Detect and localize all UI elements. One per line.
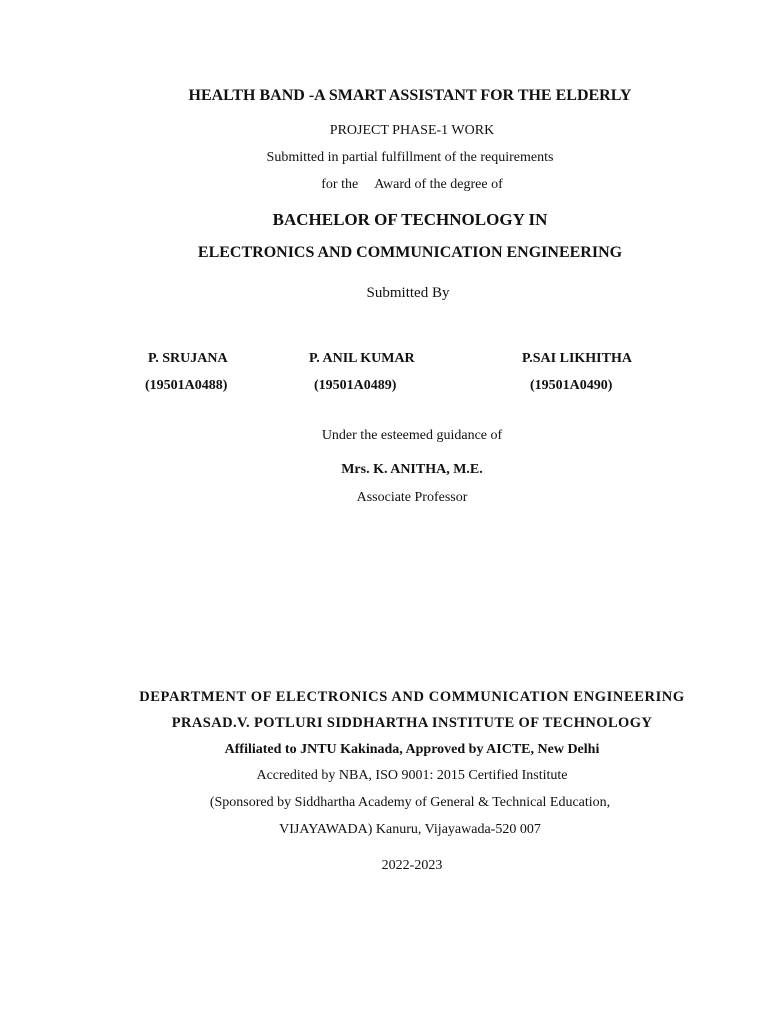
degree-title: BACHELOR OF TECHNOLOGY IN — [272, 210, 548, 229]
student-name: P.SAI LIKHITHA — [522, 351, 632, 366]
student-name: P. SRUJANA — [148, 351, 228, 366]
project-phase: PROJECT PHASE-1 WORK — [329, 123, 495, 138]
student-roll-number: (19501A0490) — [530, 378, 613, 393]
guidance-label: Under the esteemed guidance of — [321, 428, 503, 443]
branch-title: ELECTRONICS AND COMMUNICATION ENGINEERING — [197, 244, 623, 261]
sponsor-line: (Sponsored by Siddhartha Academy of General & Technical Education, — [209, 795, 611, 810]
institute-logo — [360, 521, 480, 679]
department-name: DEPARTMENT OF ELECTRONICS AND COMMUNICATION ENGINEERING — [139, 689, 685, 705]
student-roll-number: (19501A0489) — [314, 378, 397, 393]
address-line: VIJAYAWADA) Kanuru, Vijayawada-520 007 — [279, 822, 541, 837]
award-line — [28, 177, 768, 193]
institute-name: PRASAD.V. POTLURI SIDDHARTHA INSTITUTE OF TECHNOLOGY — [171, 715, 653, 731]
student-name: P. ANIL KUMAR — [309, 351, 415, 366]
award-text: Award of the degree of — [374, 177, 503, 192]
academic-year: 2022-2023 — [381, 858, 443, 873]
guide-name: Mrs. K. ANITHA, M.E. — [341, 462, 483, 477]
award-prefix: for the — [321, 177, 359, 192]
guide-designation: Associate Professor — [356, 490, 468, 505]
submission-statement: Submitted in partial fulfillment of the requirements — [266, 150, 554, 165]
accreditation-line: Accredited by NBA, ISO 9001: 2015 Certified Institute — [256, 768, 568, 783]
student-roll-number: (19501A0488) — [145, 378, 228, 393]
affiliation-line: Affiliated to JNTU Kakinada, Approved by AICTE, New Delhi — [224, 742, 600, 757]
project-title: HEALTH BAND -A SMART ASSISTANT FOR THE ELDERLY — [188, 87, 632, 104]
submitted-by-label: Submitted By — [366, 285, 450, 301]
